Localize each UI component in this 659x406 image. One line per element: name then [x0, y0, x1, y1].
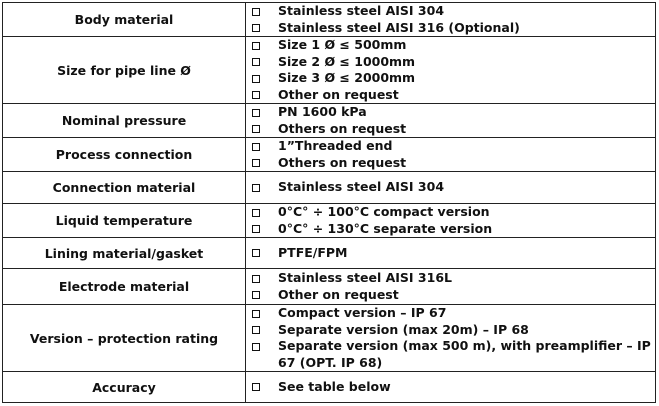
list-item-text: Size 1 Ø ≤ 500mm — [278, 37, 407, 52]
spec-row-body-material — [3, 3, 656, 37]
list-item — [278, 287, 655, 304]
spec-label: Nominal pressure — [3, 104, 246, 138]
list-item-text: Others on request — [278, 120, 407, 136]
list-item — [278, 270, 655, 287]
list-item-text: See table below — [278, 378, 391, 394]
checkbox-square-icon — [252, 209, 260, 217]
checkbox-square-icon — [252, 159, 260, 167]
list-item — [278, 338, 655, 371]
spec-label: Size for pipe line Ø — [3, 37, 246, 104]
checkbox-square-icon — [252, 8, 260, 16]
list-item-text: Stainless steel AISI 316L — [278, 270, 452, 285]
checkbox-square-icon — [252, 310, 260, 318]
list-item — [278, 70, 655, 87]
spec-label: Electrode material — [3, 269, 246, 305]
spec-values — [246, 238, 656, 269]
checkbox-square-icon — [252, 275, 260, 283]
list-item-text: Others on request — [278, 154, 407, 170]
list-item-text: Separate version (max 500 m), with preamplifier – IP 67 (OPT. IP 68) — [278, 338, 651, 370]
list-item — [278, 155, 655, 172]
list-item — [278, 54, 655, 71]
spec-row-liquid-temperature — [3, 204, 656, 238]
spec-label: Accuracy — [3, 372, 246, 403]
spec-values — [246, 269, 656, 305]
checkbox-square-icon — [252, 42, 260, 50]
specification-table — [2, 2, 656, 403]
checkbox-square-icon — [252, 143, 260, 151]
checkbox-square-icon — [252, 343, 260, 351]
spec-values — [246, 204, 656, 238]
list-item-text: Other on request — [278, 86, 399, 102]
list-item — [278, 104, 655, 121]
list-item-text: Size 2 Ø ≤ 1000mm — [278, 53, 416, 69]
checkbox-square-icon — [252, 326, 260, 334]
checkbox-square-icon — [252, 249, 260, 257]
spec-row-process-connection — [3, 138, 656, 172]
spec-values — [246, 172, 656, 204]
list-item — [278, 322, 655, 339]
list-item-text: Compact version – IP 67 — [278, 305, 447, 320]
spec-row-version-protection — [3, 305, 656, 372]
list-item-text: Separate version (max 20m) – IP 68 — [278, 321, 529, 337]
list-item — [278, 3, 655, 20]
spec-row-accuracy — [3, 372, 656, 403]
spec-row-electrode-material — [3, 269, 656, 305]
spec-row-connection-material — [3, 172, 656, 204]
spec-values — [246, 305, 656, 372]
checkbox-square-icon — [252, 291, 260, 299]
checkbox-square-icon — [252, 109, 260, 117]
checkbox-square-icon — [252, 184, 260, 192]
spec-label: Lining material/gasket — [3, 238, 246, 269]
spec-values — [246, 104, 656, 138]
spec-values — [246, 37, 656, 104]
spec-label: Liquid temperature — [3, 204, 246, 238]
list-item-text: Stainless steel AISI 304 — [278, 179, 445, 195]
spec-label: Process connection — [3, 138, 246, 172]
list-item-text: Other on request — [278, 286, 399, 302]
checkbox-square-icon — [252, 383, 260, 391]
list-item-text: 0°C° ÷ 100°C compact version — [278, 204, 490, 219]
list-item-text: Size 3 Ø ≤ 2000mm — [278, 70, 416, 85]
spec-label: Version – protection rating — [3, 305, 246, 372]
spec-values — [246, 138, 656, 172]
list-item — [278, 87, 655, 104]
checkbox-square-icon — [252, 91, 260, 99]
list-item — [278, 37, 655, 54]
list-item — [278, 305, 655, 322]
spec-values — [246, 372, 656, 403]
list-item — [278, 20, 655, 37]
list-item-text: PTFE/FPM — [278, 244, 348, 260]
checkbox-square-icon — [252, 75, 260, 83]
list-item — [278, 379, 655, 396]
list-item — [278, 121, 655, 138]
list-item — [278, 221, 655, 238]
list-item — [278, 245, 655, 262]
checkbox-square-icon — [252, 125, 260, 133]
spec-row-size — [3, 37, 656, 104]
list-item-text: 1”Threaded end — [278, 138, 393, 153]
list-item — [278, 204, 655, 221]
list-item-text: Stainless steel AISI 316 (Optional) — [278, 19, 520, 35]
list-item-text: PN 1600 kPa — [278, 104, 367, 119]
spec-values — [246, 3, 656, 37]
spec-row-nominal-pressure — [3, 104, 656, 138]
checkbox-square-icon — [252, 24, 260, 32]
list-item-text: 0°C° ÷ 130°C separate version — [278, 220, 493, 236]
checkbox-square-icon — [252, 58, 260, 66]
list-item — [278, 138, 655, 155]
spec-row-lining-material — [3, 238, 656, 269]
list-item-text: Stainless steel AISI 304 — [278, 3, 445, 18]
checkbox-square-icon — [252, 225, 260, 233]
list-item — [278, 179, 655, 196]
spec-label: Body material — [3, 3, 246, 37]
spec-label: Connection material — [3, 172, 246, 204]
